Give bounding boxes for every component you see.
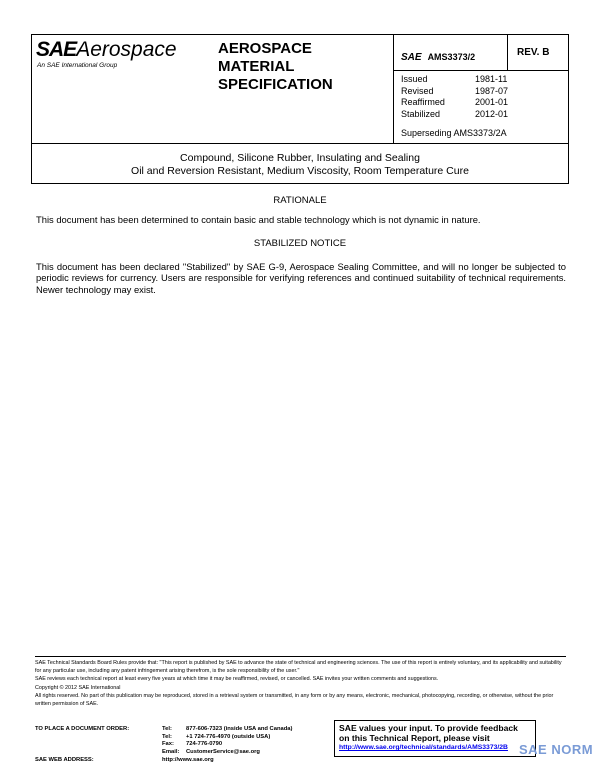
date-row	[401, 86, 551, 98]
contact-row	[162, 726, 292, 734]
contact-value: 724-776-0790	[186, 741, 223, 748]
contact-row	[162, 749, 292, 757]
date-row	[401, 109, 551, 121]
revision-label: REV. B	[517, 47, 550, 58]
date-label: Issued	[401, 74, 428, 84]
contact-value: 877-606-7323 (inside USA and Canada)	[186, 726, 293, 732]
contact-list	[162, 726, 292, 756]
sae-norm-watermark: SAE NORM	[519, 742, 594, 757]
date-row	[401, 74, 551, 86]
rationale-heading: RATIONALE	[273, 195, 327, 206]
sae-aerospace-logo	[36, 38, 177, 62]
web-label: SAE WEB ADDRESS:	[35, 757, 94, 763]
footer-notice	[35, 660, 566, 709]
logo-sae-text: SAE	[36, 38, 77, 61]
date-value: 2012-01	[475, 108, 509, 119]
title-line: SPECIFICATION	[218, 76, 333, 93]
stabilized-heading: STABILIZED NOTICE	[253, 238, 347, 249]
doc-number-block	[401, 47, 475, 65]
order-label: TO PLACE A DOCUMENT ORDER:	[35, 726, 130, 732]
footer-rule	[35, 656, 566, 657]
date-label: Revised	[401, 85, 434, 96]
divider	[393, 70, 569, 71]
logo-subtitle: An SAE International Group	[37, 62, 118, 69]
subject-box	[31, 143, 569, 184]
copyright: Copyright © 2012 SAE International	[35, 684, 121, 691]
logo-aerospace-text: Aerospace	[76, 38, 177, 61]
stabilized-text: This document has been declared "Stabilized" by SAE G-9, Aerospace Sealing Committee, and will no longer be subjected to periodic reviews for currency. Users are responsible for verifying references and continued suitability of technical requirements. Newer technology may exist.	[36, 261, 566, 295]
date-label: Stabilized	[401, 108, 441, 119]
feedback-link[interactable]: http://www.sae.org/technical/standards/AMS3373/2B	[339, 744, 508, 751]
feedback-box	[334, 720, 536, 757]
date-table	[401, 74, 551, 120]
contact-label: Email:	[162, 748, 180, 755]
contact-label: Tel:	[162, 726, 172, 732]
sae-mark: SAE	[401, 52, 422, 63]
footer-paragraph: All rights reserved. No part of this publication may be reproduced, stored in a retrieval system or transmitted, in any form or by any means, electronic, mechanical, photocopying, recording, or otherwise, without the prior written permission of SAE.	[35, 693, 554, 707]
web-address[interactable]: http://www.sae.org	[162, 757, 214, 763]
doc-number: AMS3373/2	[427, 52, 476, 62]
contact-label: Tel:	[162, 733, 172, 740]
subject-line: Oil and Reversion Resistant, Medium Viscosity, Room Temperature Cure	[131, 165, 469, 177]
date-value: 1987-07	[475, 85, 509, 96]
contact-value: +1 724-776-4970 (outside USA)	[186, 733, 271, 740]
contact-row	[162, 734, 292, 742]
footer-paragraph: SAE reviews each technical report at least every five years at which time it may be reaffirmed, revised, or cancelled. SAE invites your written comments and suggestions.	[35, 676, 439, 683]
divider	[393, 34, 394, 144]
feedback-text: on this Technical Report, please visit	[339, 733, 490, 743]
subject-line: Compound, Silicone Rubber, Insulating and Sealing	[180, 152, 420, 164]
date-label: Reaffirmed	[401, 97, 445, 107]
document-type-title	[218, 40, 333, 94]
divider	[507, 34, 508, 71]
contact-row	[162, 741, 292, 749]
contact-label: Fax:	[162, 741, 174, 748]
feedback-text: SAE values your input. To provide feedback	[339, 723, 518, 733]
rationale-text: This document has been determined to contain basic and stable technology which is not dynamic in nature.	[36, 214, 481, 225]
contact-value: CustomerService@sae.org	[186, 748, 260, 755]
date-value: 1981-11	[475, 74, 508, 84]
date-row	[401, 97, 551, 109]
title-line: MATERIAL	[218, 58, 295, 75]
footer-paragraph: SAE Technical Standards Board Rules provide that: "This report is published by SAE to advance the state of technical and engineering sciences. The use of this report is entirely voluntary, and its applicability and suitability for any particular use, including any patent infringement arising therefrom, is the sole responsibility of the user."	[35, 660, 562, 674]
superseding-note: Superseding AMS3373/2A	[401, 128, 507, 138]
date-value: 2001-01	[475, 97, 509, 107]
title-line: AEROSPACE	[218, 40, 312, 57]
